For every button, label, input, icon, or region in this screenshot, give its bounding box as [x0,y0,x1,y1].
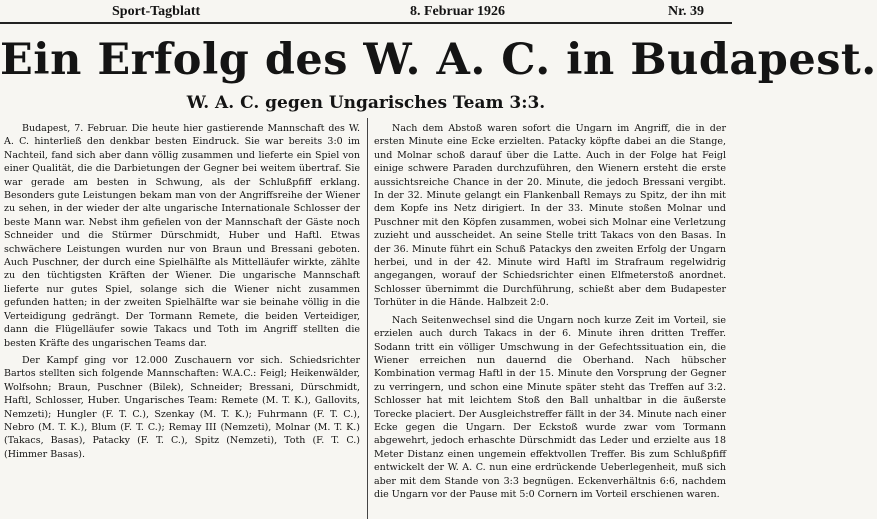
article-column-right [374,122,726,501]
issue-number: Nr. 39 [668,4,705,19]
article-subheadline: W. A. C. gegen Ungarisches Team 3:3. [186,93,546,113]
paragraph: Nach dem Abstoß waren sofort die Ungarn im Angriff, die in der ersten Minute eine Ecke erzielten. Patacky köpfte dabei an die Stange, und Molnar schoß darauf über die Latte. Auch in der Folge hat Feigl einige schwere Paraden durchzuführen, den Wienern ersteht die erste aussichtsreiche Chance in der 20. Minute, die jedoch Bressani vergibt. In der 32. Minute gelangt ein Flankenball Remays zu Spitz, der ihn mit dem Kopfe ins Netz dirigiert. In der 33. Minute stoßen Molnar und Puschner mit den Köpfen zusammen, wobei sich Molnar eine Verletzung zuzieht und ausscheidet. An seine Stelle tritt Takacs von den Basas. In der 36. Minute führt ein Schuß Patackys den zweiten Erfolg der Ungarn herbei, und in der 42. Minute wird Haftl im Strafraum regelwidrig angegangen, worauf der Schiedsrichter einen Elfmeterstoß anordnet. Schlosser übernimmt die Durchführung, schießt aber dem Budapester Torhüter in die Hände. Halbzeit 2:0. [374,123,726,309]
header-rule [0,22,732,24]
paragraph: Budapest, 7. Februar. Die heute hier gastierende Mannschaft des W. A. C. hinterließ den denkbar besten Eindruck. Sie war bereits 3:0 im Nachteil, fand sich aber dann völlig zusammen und lieferte ein Spiel von einer Qualität, die die Darbietungen der Gegner bei weitem übertraf. Sie war gerade am besten in Schwung, als der Schlußpfiff erklang. Besonders gute Leistungen bekam man von der Angriffsreihe der Wiener zu sehen, in der wieder der alte ungarische Internationale Schlosser der beste Mann war. Nebst ihm gefielen von der Mannschaft der Gäste noch Schneider und die Stürmer Dürschmidt, Huber und Haftl. Etwas schwächere Leistungen wurden nur von Braun und Bressani geboten. Auch Puschner, der durch eine Spielhälfte als Mittelläufer wirkte, zählte zu den tüchtigsten Kräften der Wiener. Die ungarische Mannschaft lieferte nur gutes Spiel, solange sich die Wiener nicht zusammen gefunden hatten; in der zweiten Spielhälfte war sie beinahe völlig in die Verteidigung gedrängt. Der Tormann Remete, die beiden Verteidiger, dann die Flügelläufer sowie Takacs und Toth im Angriff stellten die besten Kräfte des ungarischen Teams dar. [4,123,360,349]
newspaper-name: Sport-Tagblatt [112,4,201,19]
article-column-left [4,122,360,461]
paragraph: Der Kampf ging vor 12.000 Zuschauern vor sich. Schiedsrichter Bartos stellten sich folgende Mannschaften: W.A.C.: Feigl; Heikenwälder, Wolfsohn; Braun, Puschner (Bilek), Schneider; Bressani, Dürschmidt, Haftl, Schlosser, Huber. Ungarisches Team: Remete (M. T. K.), Gallovits, Nemzeti); Hungler (F. T. C.), Szenkay (M. T. K.); Fuhrmann (F. T. C.), Nebro (M. T. K.), Blum (F. T. C.); Remay III (Nemzeti), Molnar (M. T. K.) (Takacs, Basas), Patacky (F. T. C.), Spitz (Nemzeti), Toth (F. T. C.) (Himmer Basas). [4,354,360,460]
page-header [0,0,732,22]
article-headline: Ein Erfolg des W. A. C. in Budapest. [0,35,877,85]
column-divider [367,118,368,519]
issue-date: 8. Februar 1926 [410,4,506,19]
paragraph: Nach Seitenwechsel sind die Ungarn noch kurze Zeit im Vorteil, sie erzielen auch durch Takacs in der 6. Minute ihren dritten Treffer. Sodann tritt ein völliger Umschwung in der Gefechtssituation ein, die Wiener erreichen nun dauernd die Oberhand. Nach hübscher Kombination vermag Haftl in der 15. Minute den Vorsprung der Gegner zu verringern, und schon eine Minute später steht das Treffen auf 3:2. Schlosser hat mit leichtem Stoß den Ball unhaltbar in die äußerste Torecke placiert. Der Ausgleichstreffer fällt in der 34. Minute nach einer Ecke gegen die Ungarn. Der Eckstoß wurde zwar vom Tormann abgewehrt, jedoch erhaschte Dürschmidt das Leder und erzielte aus 18 Meter Distanz einen ungemein effektvollen Treffer. Bis zum Schlußpfiff entwickelt der W. A. C. nun eine erdrückende Ueberlegenheit, muß sich aber mit dem Stande von 3:3 begnügen. Eckenverhältnis 6:6, nachdem die Ungarn vor der Pause mit 5:0 Cornern im Vorteil erschienen waren. [374,314,726,500]
